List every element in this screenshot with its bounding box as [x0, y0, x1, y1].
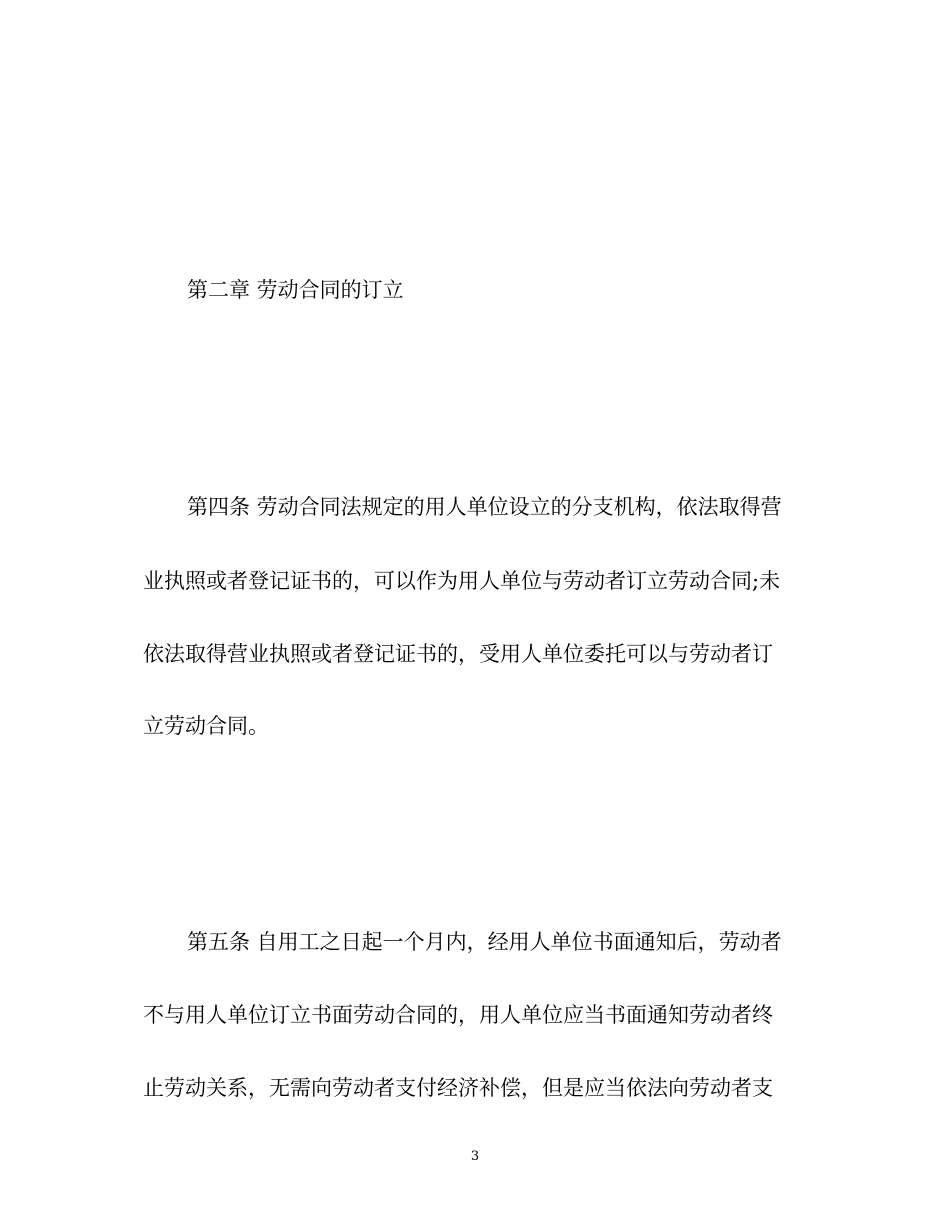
- article-5-line-2: 不与用人单位订立书面劳动合同的，用人单位应当书面通知劳动者终: [143, 1003, 773, 1027]
- chapter-heading: 第二章 劳动合同的订立: [187, 278, 404, 302]
- article-4-line-2: 业执照或者登记证书的，可以作为用人单位与劳动者订立劳动合同;未: [143, 569, 781, 593]
- article-5-line-1: 第五条 自用工之日起一个月内，经用人单位书面通知后，劳动者: [187, 930, 782, 954]
- article-5-line-3: 止劳动关系，无需向劳动者支付经济补偿，但是应当依法向劳动者支: [143, 1076, 773, 1100]
- article-4-line-4: 立劳动合同。: [143, 714, 269, 738]
- page-number: 3: [470, 1149, 480, 1164]
- article-4-line-1: 第四条 劳动合同法规定的用人单位设立的分支机构，依法取得营: [187, 495, 782, 519]
- article-4-line-3: 依法取得营业执照或者登记证书的，受用人单位委托可以与劳动者订: [143, 642, 773, 666]
